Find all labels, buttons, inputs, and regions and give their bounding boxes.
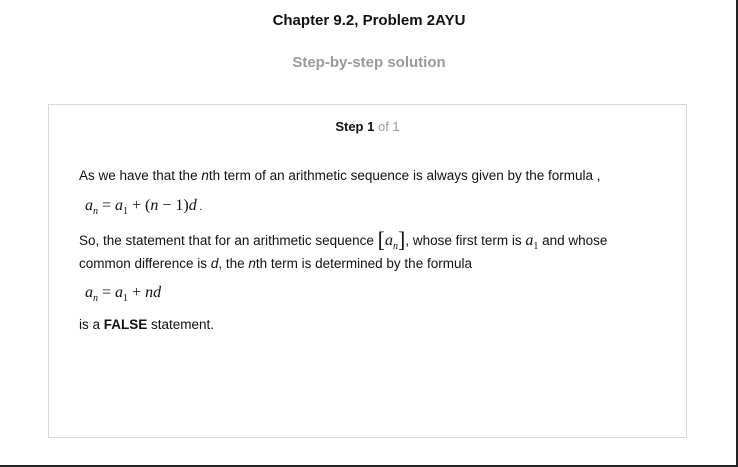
math-symbol: a: [85, 197, 93, 214]
math-subscript: 1: [123, 206, 129, 217]
math-operator: =: [98, 284, 116, 301]
math-symbol: a: [115, 197, 124, 214]
solution-card: [48, 104, 687, 438]
math-symbol: n: [150, 197, 159, 214]
math-operator: + (: [128, 197, 151, 214]
math-operator: =: [98, 197, 116, 214]
text-fragment: is a: [79, 317, 104, 332]
paragraph-line-3: [79, 256, 472, 271]
math-symbol: a: [385, 232, 393, 249]
formula-stated: [85, 284, 161, 302]
sequence-notation: $[a_n]$: [377, 227, 406, 252]
step-label: Step 1: [335, 119, 375, 134]
text-fragment: th term of an arithmetic sequence is always given by the formula ,: [208, 168, 601, 183]
math-subscript: n: [93, 206, 98, 217]
text-fragment: n: [201, 168, 209, 183]
solution-subtitle: Step-by-step solution: [292, 54, 446, 71]
text-fragment: d: [210, 256, 219, 271]
step-total: of 1: [377, 119, 400, 134]
text-fragment: and whose: [538, 233, 608, 248]
first-term-notation: [525, 232, 539, 252]
paragraph-line-1: [79, 168, 601, 183]
text-fragment: statement.: [147, 317, 215, 332]
paragraph-line-2: [79, 227, 607, 253]
text-fragment: So, the statement that for an arithmetic sequence: [79, 233, 378, 248]
math-symbol: nd: [145, 284, 162, 301]
math-subscript: n: [93, 293, 98, 304]
math-subscript: 1: [533, 241, 539, 252]
math-subscript: 1: [123, 293, 129, 304]
math-symbol: a: [115, 284, 124, 301]
math-operator: .: [196, 201, 203, 213]
paragraph-line-4: [79, 317, 214, 332]
math-operator: +: [128, 284, 146, 301]
text-fragment: , whose first term is: [405, 233, 526, 248]
math-symbol: d: [188, 197, 197, 214]
text-fragment: th term is determined by the formula: [255, 256, 472, 271]
text-fragment: n: [248, 256, 256, 271]
math-symbol: a: [525, 232, 534, 249]
math-symbol: a: [85, 284, 93, 301]
text-fragment: , the: [218, 256, 249, 271]
chapter-title: Chapter 9.2, Problem 2AYU: [272, 12, 466, 29]
formula-general-term: [85, 197, 202, 215]
step-header: [49, 119, 686, 134]
text-fragment: common difference is: [79, 256, 211, 271]
false-keyword: FALSE: [103, 317, 148, 332]
math-subscript: n: [393, 241, 398, 252]
text-fragment: As we have that the: [79, 168, 202, 183]
math-operator: − 1): [158, 197, 189, 214]
